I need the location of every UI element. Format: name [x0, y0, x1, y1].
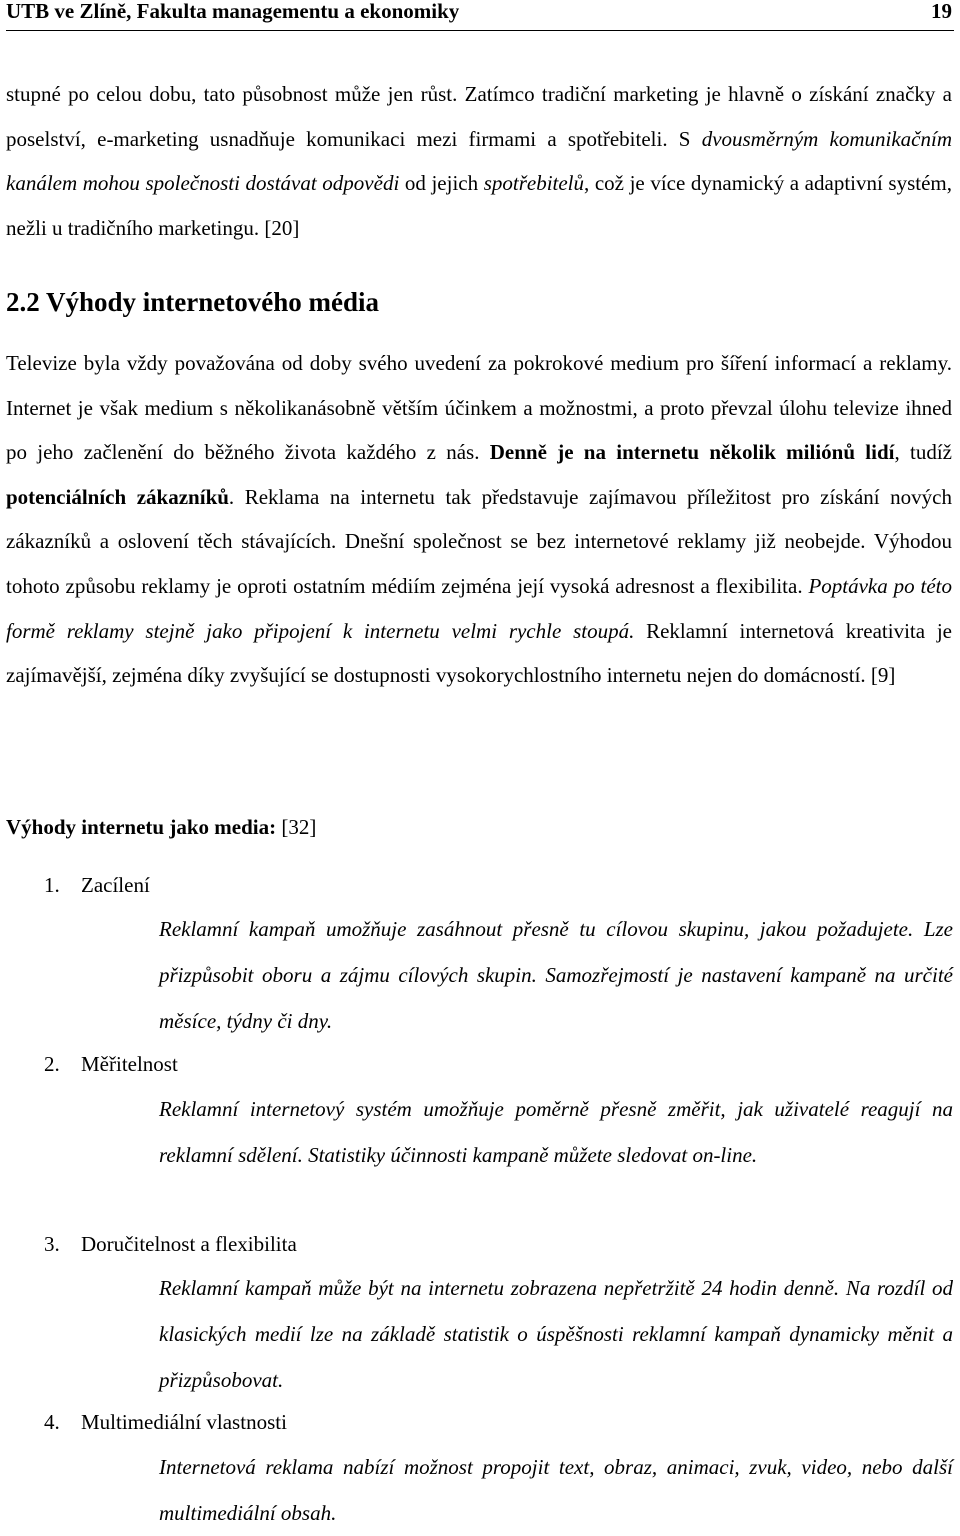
list-item-title: [44, 1406, 287, 1438]
list-item-number: 2.: [44, 1052, 60, 1076]
text-run: od jejich: [399, 171, 484, 196]
list-item-label: Multimediální vlastnosti: [81, 1410, 287, 1434]
list-heading: [6, 810, 316, 844]
list-item-description: Reklamní kampaň může být na internetu zobrazena nepřetržitě 24 hodin denně. Na rozdíl od klasických medií lze na základě statistik o úspěšnosti reklamní kampaň dynamicky měnit a přizpůsobovat.: [159, 1276, 953, 1392]
running-header: [6, 0, 954, 31]
text-run-italic: spotřebitelů: [483, 171, 585, 196]
text-run: , což je více dynamický a adaptivní systém, nežli u tradičního marketingu. [20]: [6, 171, 952, 240]
text-run-bold: Denně je na internetu několik miliónů lidí: [489, 440, 895, 465]
text-run-bold: potenciálních zákazníků: [6, 484, 229, 509]
list-item-description: Reklamní internetový systém umožňuje poměrně přesně změřit, jak uživatelé reagují na reklamní sdělení. Statistiky účinnosti kampaně můžete sledovat on-line.: [159, 1097, 953, 1167]
paragraph-emarketing: [6, 72, 952, 250]
list-item-number: 3.: [44, 1232, 60, 1256]
list-heading-ref: [32]: [276, 815, 317, 839]
list-item-title: [44, 869, 150, 901]
text-run: stupné po celou dobu, tato působnost může jen růst. Zatímco tradiční marketing je hlavně o získání značky a poselství, e-marketing usnadňuje komunikaci mezi firmami a spotřebiteli. S: [6, 82, 952, 151]
text-run-italic: dvousměrným komunikačním kanálem mohou společnosti dostávat odpovědi: [6, 126, 952, 196]
list-item-description: Internetová reklama nabízí možnost propojit text, obraz, animaci, zvuk, video, nebo další multimediální obsah.: [159, 1455, 953, 1525]
header-title: UTB ve Zlíně, Fakulta managementu a ekonomiky: [6, 0, 460, 23]
text-run: Reklamní internetová kreativita je zajímavější, zejména díky zvyšující se dostupnosti vysokorychlostního internetu nejen do domácností. [9]: [6, 618, 952, 688]
text-run: . Reklama na internetu tak představuje zajímavou příležitost pro získání nových zákazníků a oslovení těch stávajících. Dnešní společnost se bez internetové reklamy již neobejde. Výhodou tohoto způsobu reklamy je oproti ostatním médiím zejména její vysoká adresnost a flexibilita.: [6, 484, 952, 598]
list-item-number: 1.: [44, 873, 60, 897]
text-run: Televize byla vždy považována od doby svého uvedení za pokrokové medium pro šíření informací a reklamy. Internet je však medium s několikanásobně větším účinkem a možnostmi, a proto převzal úlohu televize ihned po jeho začlenění do běžného života každého z nás.: [6, 351, 952, 465]
list-item-description: Reklamní kampaň umožňuje zasáhnout přesně tu cílovou skupinu, jakou požadujete. Lze přizpůsobit oboru a zájmu cílových skupin. Samozřejmostí je nastavení kampaně na určité měsíce, týdny či dny.: [159, 917, 953, 1033]
list-item-title: [44, 1228, 297, 1260]
list-item-number: 4.: [44, 1410, 60, 1434]
paragraph-advantages: [6, 341, 952, 698]
list-item-label: Zacílení: [81, 873, 150, 897]
list-item-label: Doručitelnost a flexibilita: [81, 1232, 297, 1256]
list-item-title: [44, 1048, 178, 1080]
page-number: 19: [931, 0, 952, 23]
section-heading: 2.2 Výhody internetového média: [6, 287, 380, 317]
text-run-italic: Poptávka po této formě reklamy stejně jako připojení k internetu velmi rychle stoupá.: [6, 573, 952, 643]
text-run: , tudíž: [894, 440, 953, 465]
list-item-label: Měřitelnost: [81, 1052, 178, 1076]
list-heading-bold: Výhody internetu jako media:: [6, 815, 277, 839]
